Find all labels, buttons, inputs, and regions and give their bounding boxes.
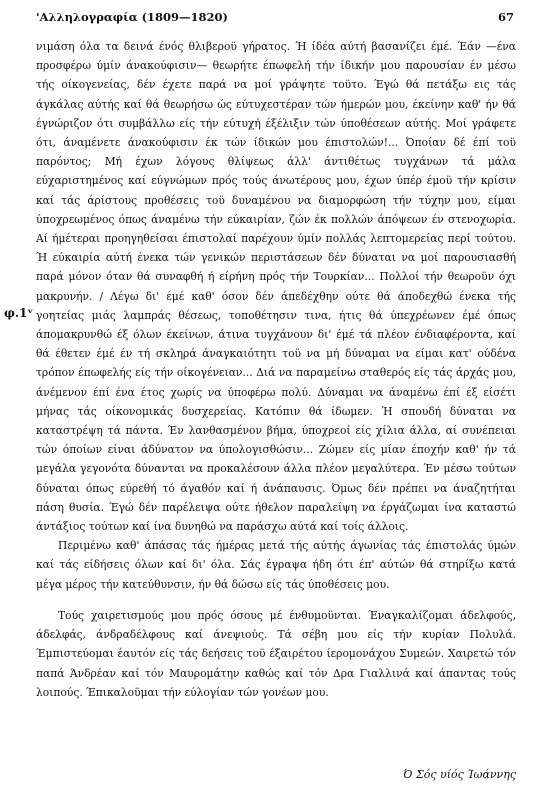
page-number: 67 bbox=[497, 10, 514, 24]
signature: Ό Σός υίός Ίωάννης bbox=[403, 768, 516, 781]
paragraph-1: νιμάση όλα τα δεινά ένός θλιβεροϋ γήρατος. Ή ίδέα αύτή βασανίζει έμέ. Έάν —ένα προσφέρω ύμίν άνακούφισιν— θεωρήτε έπωφελή τήν ίδικήν μου παρουσίαν έν μέσω τής οίκογενείας, δέν έχετε παρά να μοί γράψητε τοϋτο. Έγώ θά πετάξω εις τάς άγκάλας αύτής καί θά θεωρήσω ώς εύτυχεστέραν τών ήμερών μου, έκείνην καθ' ήν θά έγνώριζον ότι συμβάλλω είς τήν εύτυχή έξέλιξιν τών ύποθέσεων αύτής. Μοί γράφετε ότι, άναμένετε άνακούφισιν έκ τών ίδικών μου έπιστολών!... Όποίαν δέ έπί τοϋ παρόντος; Μή έχων λόγους θλίψεως άλλ' άντιθέτως τυγχάνων τά μάλα εύχαριστημένος καί εύγνώμων πρός τούς άνωτέρους μου, έχων ύπέρ έμοϋ τήν κρίσιν καί τάς άρίστους προθέσεις τοϋ δυναμένου να διαμορφώση τήν τύχην μου, είμαι ύποχρεωμένος όπως άναμένω τήν εύκαιρίαν, ζών έκ πολλών άπόψεων έν στενοχωρία. Αί ήμέτεραι προηγηθείσαι έπιστολαί παρέχουν ύμίν πολλάς λεπτομερείας περί τούτου. Ή εύκαιρία αύτή ένεκα τών γενικών περιστάσεων δέν δύναται να μοί παρουσιασθή παρά μόνον όταν θά συναφθή ή είρήνη πρός τήν Τουρκίαν... Πολλοί τήν θεωροϋν όχι μακρυνήν. / Λέγω δι' έμέ καθ' όσον δέν άπεδέχθην ούτε θά άποδεχθώ ένεκα τής γοητείας μιάς λαμπράς θέσεως, τοποθέτησιν τινα, ήτις θά ύπεχρέωνεν έμέ όπως άπομακρυνθώ έξ όλων έκείνων, άτινα τυγχάνουν δι' έμέ τά πλέον ένδιαφέροντα, καί θά έθετεν έμέ έν τή σκληρά άναγκαιότητι τοϋ να μή δύναμαι να είμαι κατ' ούδένα τρόπον έπωφελής είς τήν οίκογένειαν... Διά να παραμείνω σταθερός είς τάς άρχάς μου, άνέμενον έπί ένα έτος χωρίς να ύποφέρω πολύ. Δύναμαι να άναμένω έπί έξ είσέτι μήνας τάς οίκονομικάς δυσχερείας. Κατόπιν θά ίδωμεν. Ή σπουδή δύναται να καταστρέψη τά πάντα. Έν λανθασμένον βήμα, ύποχρεοί είς χίλια άλλα, αί συνέπειαι τών όποίων είναι άδύνατον να ύπολογισθώσιν... Ζώμεν είς μίαν έποχήν καθ' ήν τά μεγάλα γεγονότα δύνανται να προκαλέσουν άλλα πλέον μεγαλύτερα. Έν μέσω τούτων δύναται όπως εύρεθή τό άγαθόν καί ή άνάπαυσις. Όμως δέν πρέπει να άναζητήται πάση θυσία. Έγώ δέν παρέλειψα ούτε ήθελον παραλείψη να έργάζωμαι ίνα καταστώ άντάξιος τούτων καί ίνα δυνηθώ να παράσχω αύτά καί τοίς άλλοις. bbox=[36, 40, 516, 534]
letter-body bbox=[36, 37, 516, 702]
paragraph-3: Τούς χαιρετισμούς μου πρός όσους μέ ένθυμοϋνται. Έναγκαλίζομαι άδελφούς, άδελφάς, άνδραδέλφους καί άνεψιούς. Τά σέβη μου είς τήν κυρίαν Πολυλά. Έμπιστεύομαι έαυτόν είς τάς δεήσεις τοϋ έξαιρέτου ίερομονάχου Συμεών. Χαιρετώ τόν παπά Άνδρέαν καί τόν Μαυρομάτην καθώς καί τόν Δρα Γιαλλινά καί άπαντας τούς λοιπούς. Έπικαλοϋμαι τήν εύλογίαν τών γονέων μου. bbox=[36, 608, 516, 699]
folio-margin-note: φ.1ᵛ bbox=[4, 306, 34, 320]
paragraph-2: Περιμένω καθ' άπάσας τάς ήμέρας μετά τής αύτής άγωνίας τάς έπιστολάς ύμών καί τάς είδήσεις όλων καί δι' όλα. Σάς έγραψα ήδη ότι έπ' αύτών θά στηρίξω κατά μέγα μέρος τήν κατεύθυνσιν, ήν θά δώσω είς τάς ύποθέσεις μου. bbox=[36, 539, 516, 591]
running-header bbox=[36, 10, 514, 28]
running-title: 'Αλληλογραφία (1809—1820) bbox=[36, 10, 228, 24]
